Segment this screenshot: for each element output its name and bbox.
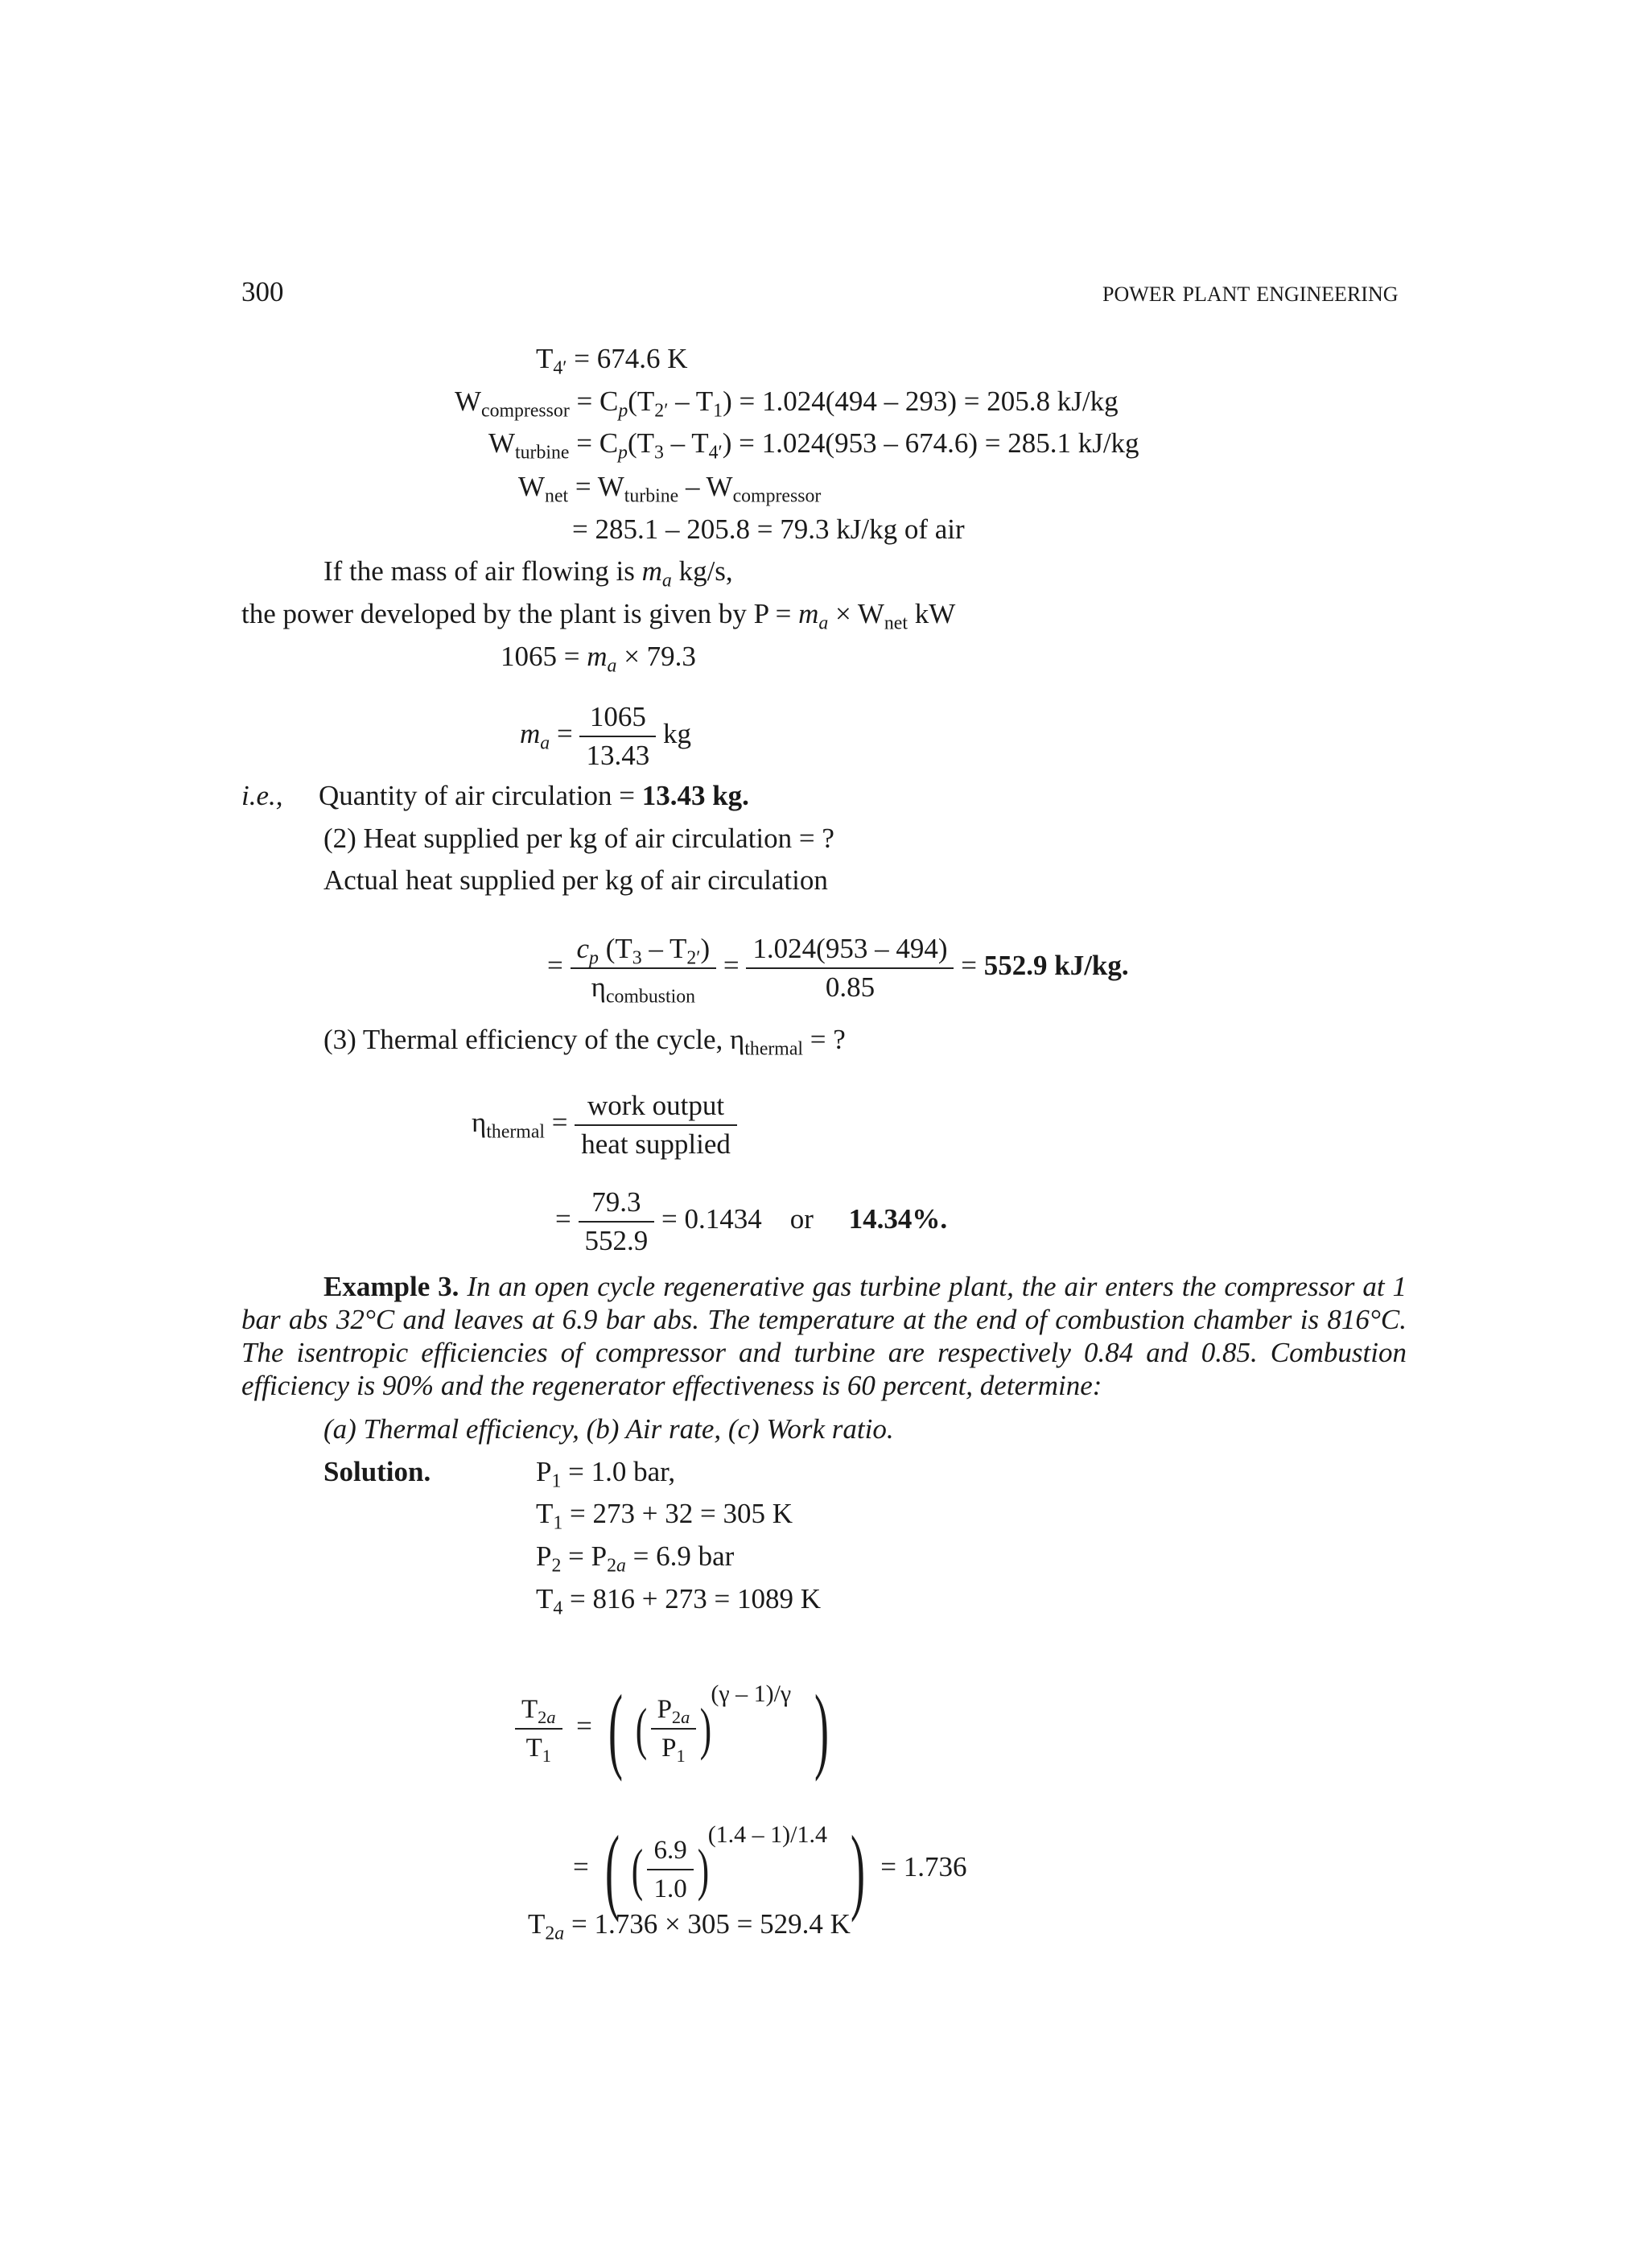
sol-t2a-result: $T_{2a} = 1.736 \times 305 = 529.4$ K bbox=[528, 1908, 851, 1944]
eq-w-net-result: = 285.1 – 205.8 = 79.3 kJ/kg of air bbox=[572, 513, 965, 545]
efficiency-value: = $\frac{79.3}{552.9}$ = 0.1434 or 14.34%. bbox=[555, 1175, 947, 1264]
ratio-equation-numeric: = ( ( $\frac{6.9}{1.0}$ )(1.4 – 1)/1.4 ) = 1.736 bbox=[573, 1815, 967, 1923]
eq-w-turbine: $W_{turbine} = C_p(T_3 - T_{4'}) = 1.024(953 - 674.6) = 285.1$ kJ/kg bbox=[488, 427, 1139, 464]
ma-fraction-eq: $m_a$ = $\frac{1065}{13.43}$ kg bbox=[520, 694, 691, 774]
heat-fraction-eq: = $\frac{c_p (T_3 - T_{2'})}{\eta_{combustion}}$ = $\frac{1.024(953 - 494)}{0.85}$ = 552.9 kJ/kg. bbox=[547, 922, 1129, 1010]
efficiency-value-fraction: $\frac{79.3}{552.9}$ bbox=[579, 1184, 655, 1260]
example-3-paragraph bbox=[241, 1270, 1407, 1402]
sol-p1: $P_1 = 1.0$ bar, bbox=[536, 1456, 676, 1492]
page-number: 300 bbox=[241, 276, 284, 307]
efficiency-definition: $\eta_{thermal}$ = $\frac{\text{work output}}{\text{heat supplied}}$ bbox=[472, 1078, 737, 1167]
eq-w-net: $W_{net} = W_{turbine} - W_{compressor}$ bbox=[518, 471, 822, 507]
example-label: Example 3. bbox=[323, 1271, 459, 1302]
ma-fraction: $\frac{1065}{13.43}$ bbox=[579, 699, 656, 774]
eq-w-compressor: $W_{compressor} = C_p(T_{2'} - T_1) = 1.024(494 - 293) = 205.8$ kJ/kg bbox=[455, 386, 1119, 422]
heat-fraction-symbolic: $\frac{c_p (T_3 - T_{2'})}{\eta_{combustion}}$ bbox=[571, 930, 717, 1006]
sol-p2: $P_2 = P_{2a} = 6.9$ bar bbox=[536, 1540, 735, 1577]
quantity-line: Quantity of air circulation = 13.43 kg. bbox=[319, 780, 749, 811]
example-text: In an open cycle regenerative gas turbine plant, the air enters the compressor at 1 bar abs 32°C and leaves at 6.9 bar abs. The temperature at the end of combustion chamber is 816°C. The isentropic efficiencies of compressor and turbine are respectively 0.84 and 0.85. Combustion efficiency is 90% and the regenerator effectiveness is 60 percent, determine: bbox=[241, 1271, 1407, 1401]
actual-heat-line: Actual heat supplied per kg of air circulation bbox=[323, 864, 828, 896]
eq-t4-prime: $T_{4'} = 674.6$ K bbox=[536, 343, 688, 379]
power-equation: $1065 = m_a \times 79.3$ bbox=[501, 641, 696, 677]
heat-result: 552.9 kJ/kg. bbox=[983, 950, 1129, 981]
question-3: (3) Thermal efficiency of the cycle, $\eta_{thermal}$ = ? bbox=[323, 1024, 846, 1060]
efficiency-fraction: $\frac{\text{work output}}{\text{heat supplied}}$ bbox=[575, 1087, 737, 1163]
example-parts: (a) Thermal efficiency, (b) Air rate, (c) Work ratio. bbox=[323, 1413, 894, 1445]
sol-t4: $T_4 = 816 + 273 = 1089$ K bbox=[536, 1583, 822, 1619]
solution-label: Solution. bbox=[323, 1456, 431, 1487]
ratio-equation-symbolic: $\frac{T_{2a}}{T_1}$ = ( ( $\frac{P_{2a}}{P_1}$ )(γ – 1)/γ ) bbox=[515, 1642, 838, 1779]
sol-t1: $T_1 = 273 + 32 = 305$ K bbox=[536, 1498, 793, 1534]
ie-label: i.e., bbox=[241, 780, 283, 811]
running-title: POWER PLANT ENGINEERING bbox=[1102, 282, 1399, 306]
power-line: the power developed by the plant is given by $P = m_a \times W_{net}$ kW bbox=[241, 598, 956, 634]
heat-fraction-numeric: $\frac{1.024(953 - 494)}{0.85}$ bbox=[746, 930, 954, 1006]
question-2: (2) Heat supplied per kg of air circulation = ? bbox=[323, 823, 834, 854]
mass-line: If the mass of air flowing is $m_a$ kg/s, bbox=[323, 555, 733, 592]
